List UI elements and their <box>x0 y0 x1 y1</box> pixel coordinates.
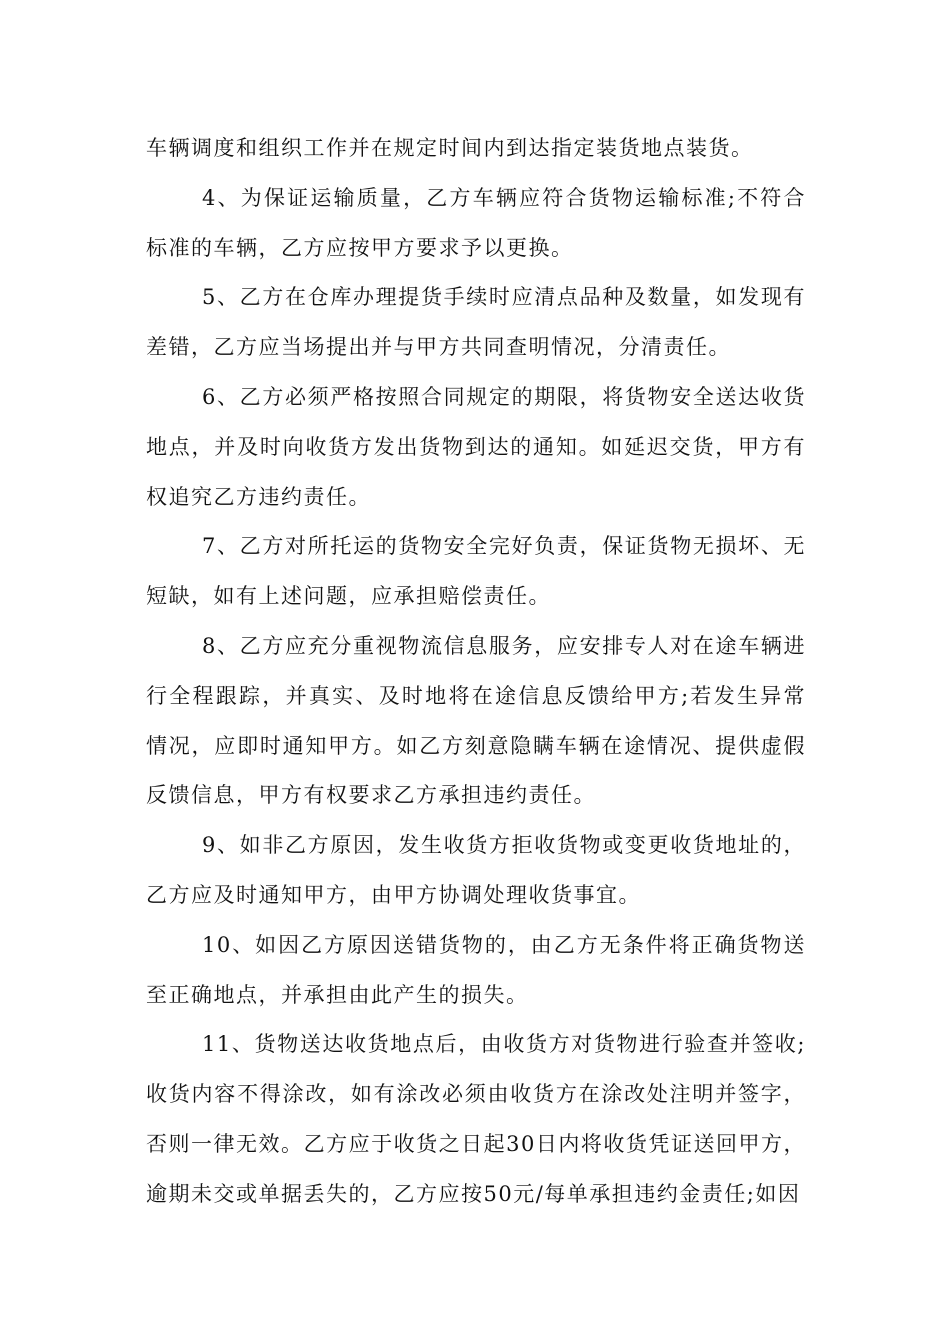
clause-8: 8、乙方应充分重视物流信息服务，应安排专人对在途车辆进行全程跟踪，并真实、及时地将在途信息反馈给甲方;若发生异常情况，应即时通知甲方。如乙方刻意隐瞒车辆在途情况、提供虚假反馈信息，甲方有权要求乙方承担违约责任。 <box>146 633 806 808</box>
paragraph-continuation: 车辆调度和组织工作并在规定时间内到达指定装货地点装货。 <box>146 136 754 160</box>
clause-9: 9、如非乙方原因，发生收货方拒收货物或变更收货地址的，乙方应及时通知甲方，由甲方协调处理收货事宜。 <box>146 833 806 907</box>
clause-4: 4、为保证运输质量，乙方车辆应符合货物运输标准;不符合标准的车辆，乙方应按甲方要求予以更换。 <box>146 185 806 260</box>
clause-5: 5、乙方在仓库办理提货手续时应清点品种及数量，如发现有差错，乙方应当场提出并与甲方共同查明情况，分清责任。 <box>146 285 806 360</box>
document-body <box>146 124 806 1220</box>
clause-6: 6、乙方必须严格按照合同规定的期限，将货物安全送达收货地点，并及时向收货方发出货物到达的通知。如延迟交货，甲方有权追究乙方违约责任。 <box>146 384 806 509</box>
clause-7: 7、乙方对所托运的货物安全完好负责，保证货物无损坏、无短缺，如有上述问题，应承担赔偿责任。 <box>146 534 806 609</box>
clause-10: 10、如因乙方原因送错货物的，由乙方无条件将正确货物送至正确地点，并承担由此产生的损失。 <box>146 932 806 1007</box>
clause-11: 11、货物送达收货地点后，由收货方对货物进行验查并签收;收货内容不得涂改，如有涂改必须由收货方在涂改处注明并签字，否则一律无效。乙方应于收货之日起30日内将收货凭证送回甲方，逾期未交或单据丢失的，乙方应按50元/每单承担违约金责任;如因 <box>146 1032 806 1206</box>
